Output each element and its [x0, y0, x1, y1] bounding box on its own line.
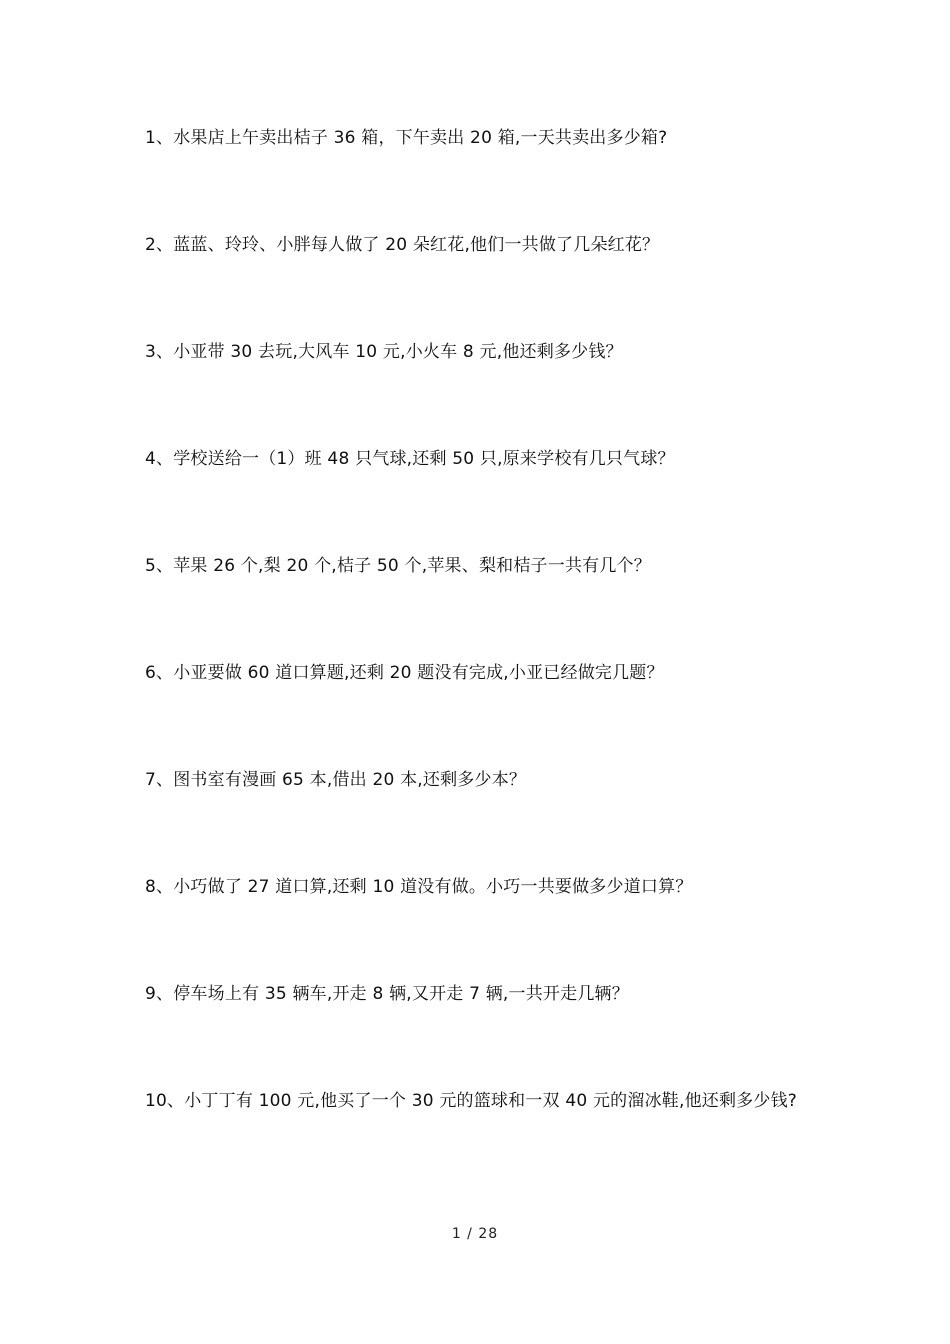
question-1: 1、水果店上午卖出桔子 36 箱，下午卖出 20 箱,一天共卖出多少箱?: [145, 128, 668, 148]
question-5: 5、苹果 26 个,梨 20 个,桔子 50 个,苹果、梨和桔子一共有几个？: [145, 556, 651, 576]
question-9: 9、停车场上有 35 辆车,开走 8 辆,又开走 7 辆,一共开走几辆？: [145, 984, 629, 1004]
question-10: 10、小丁丁有 100 元,他买了一个 30 元的篮球和一双 40 元的溜冰鞋,他还剩多少钱?: [145, 1091, 797, 1111]
question-4: 4、学校送给一（1）班 48 只气球,还剩 50 只,原来学校有几只气球？: [145, 449, 675, 469]
question-2: 2、蓝蓝、玲玲、小胖每人做了 20 朵红花,他们一共做了几朵红花？: [145, 235, 660, 255]
page-number: 1 / 28: [451, 1226, 499, 1242]
question-6: 6、小亚要做 60 道口算题,还剩 20 题没有完成,小亚已经做完几题？: [145, 663, 664, 683]
question-7: 7、图书室有漫画 65 本,借出 20 本,还剩多少本？: [145, 770, 527, 790]
question-8: 8、小巧做了 27 道口算,还剩 10 道没有做。小巧一共要做多少道口算？: [145, 877, 693, 897]
question-3: 3、小亚带 30 去玩,大风车 10 元,小火车 8 元,他还剩多少钱？: [145, 342, 623, 362]
